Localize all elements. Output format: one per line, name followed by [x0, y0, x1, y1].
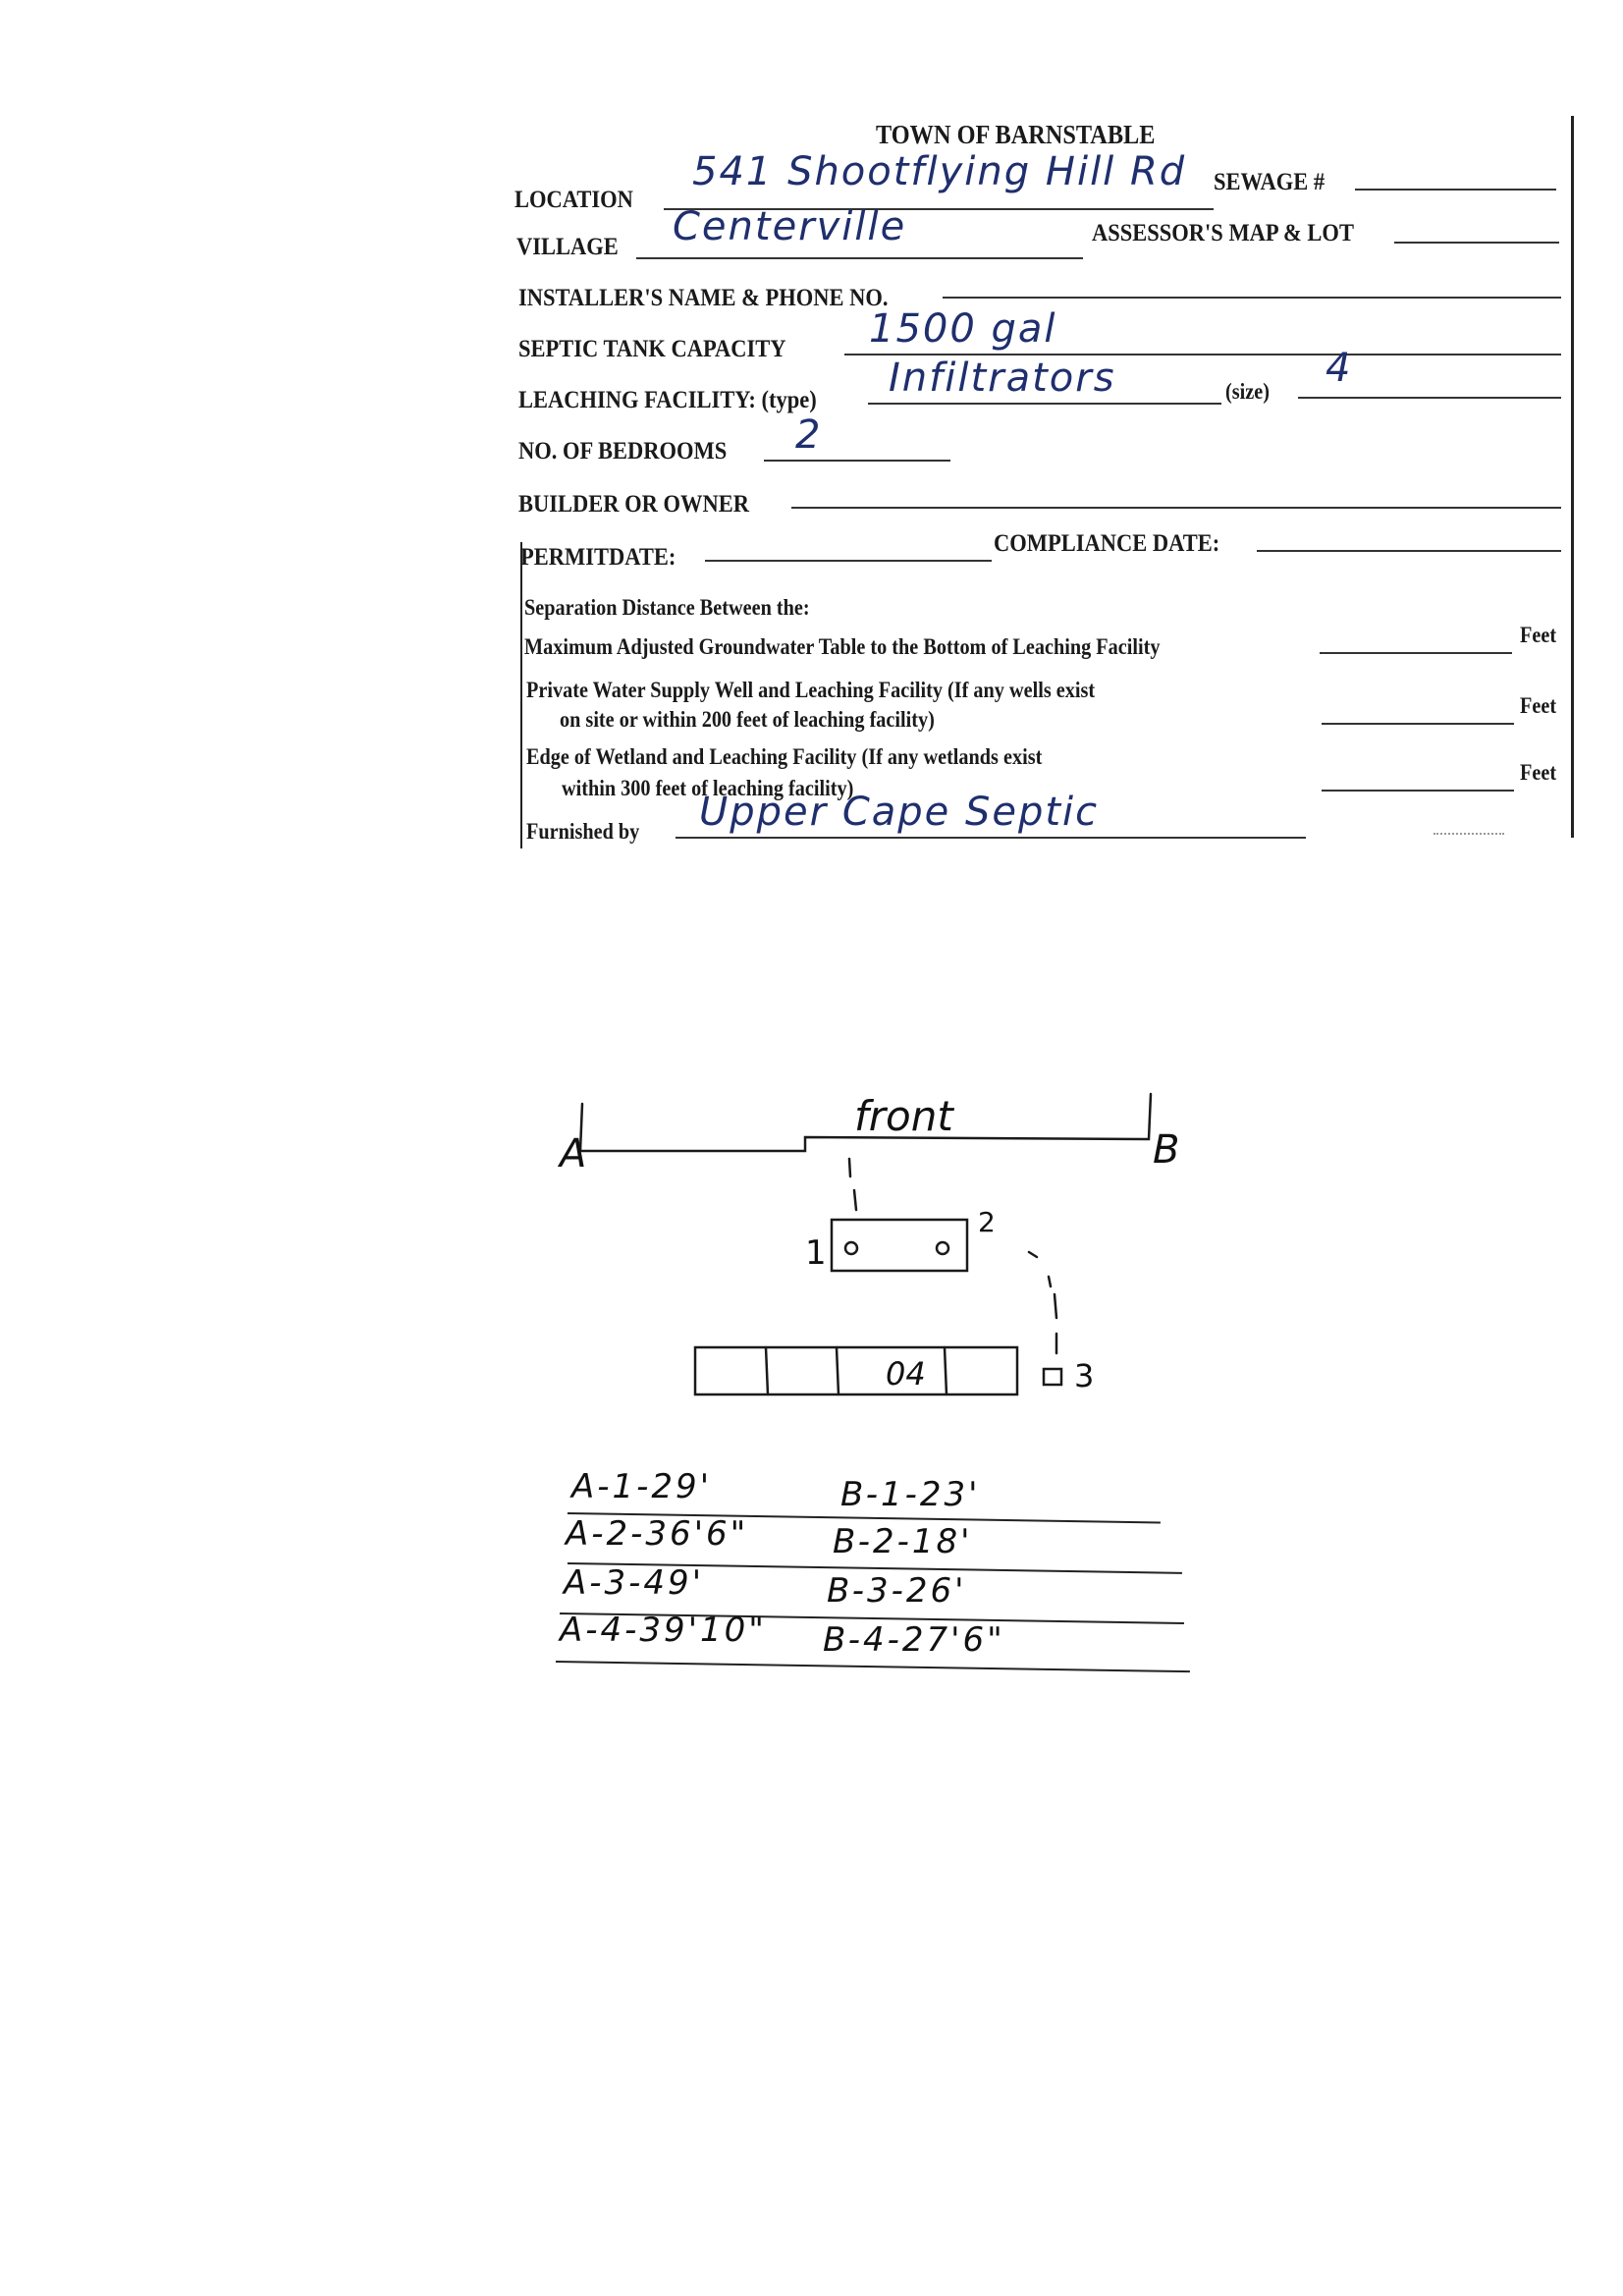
septic-tank-value: 1500 gal — [869, 306, 1057, 352]
measurement-a-3: A-3-49' — [564, 1563, 705, 1603]
leaching-facility-label: LEACHING FACILITY: (type) — [518, 387, 817, 413]
compliance-date-label: COMPLIANCE DATE: — [994, 530, 1220, 557]
measurement-b-1: B-1-23' — [840, 1475, 981, 1514]
location-value: 541 Shootflying Hill Rd — [692, 149, 1187, 194]
marker-2-label: 2 — [978, 1206, 996, 1238]
sewage-label: SEWAGE # — [1214, 169, 1325, 195]
tank-cell-label: 04 — [886, 1355, 926, 1393]
pipe-dash-2 — [1049, 1277, 1051, 1286]
leaching-divider-2 — [837, 1347, 839, 1394]
marker-3-label: 3 — [1074, 1357, 1095, 1394]
form-title: TOWN OF BARNSTABLE — [876, 120, 1156, 149]
point-a-label: A — [560, 1131, 587, 1176]
measurement-b-4: B-4-27'6" — [823, 1620, 1005, 1660]
septic-tank-label: SEPTIC TANK CAPACITY — [518, 336, 786, 362]
measurement-b-2: B-2-18' — [833, 1522, 973, 1561]
separation-wetland-line1: Edge of Wetland and Leaching Facility (If any wetlands exist — [526, 744, 1043, 769]
well-feet-unit: Feet — [1520, 693, 1557, 718]
pipe-dash-3 — [1055, 1294, 1056, 1318]
furnished-by-value: Upper Cape Septic — [699, 790, 1100, 835]
location-label: LOCATION — [514, 187, 633, 213]
groundwater-feet-unit: Feet — [1520, 623, 1557, 647]
leaching-field-box — [695, 1347, 1017, 1394]
furnished-by-label: Furnished by — [526, 819, 640, 844]
connector-tick-1 — [849, 1159, 850, 1176]
leaching-facility-value: Infiltrators — [889, 355, 1116, 401]
builder-owner-label: BUILDER OR OWNER — [518, 491, 750, 518]
separation-heading: Separation Distance Between the: — [524, 595, 810, 620]
separation-groundwater: Maximum Adjusted Groundwater Table to the Bottom of Leaching Facility — [524, 634, 1161, 659]
point-b-label: B — [1153, 1127, 1180, 1173]
size-label: (size) — [1225, 379, 1270, 404]
separation-well-line1: Private Water Supply Well and Leaching Facility (If any wells exist — [526, 678, 1096, 702]
size-value: 4 — [1325, 346, 1353, 391]
village-value: Centerville — [673, 204, 907, 249]
leaching-divider-1 — [766, 1347, 768, 1394]
measurement-a-1: A-1-29' — [571, 1467, 713, 1506]
separation-well-line2: on site or within 200 feet of leaching facility) — [560, 707, 935, 732]
front-label: front — [854, 1092, 953, 1140]
tank-inlet-circle — [845, 1242, 857, 1254]
measurement-a-2: A-2-36'6" — [566, 1514, 749, 1554]
leaching-divider-3 — [945, 1347, 947, 1394]
pipe-dash-1 — [1029, 1252, 1037, 1257]
marker-1-label: 1 — [805, 1233, 827, 1273]
measurement-a-4: A-4-39'10" — [560, 1611, 767, 1650]
assessor-label: ASSESSOR'S MAP & LOT — [1092, 220, 1354, 246]
bedrooms-value: 2 — [795, 412, 823, 458]
installer-label: INSTALLER'S NAME & PHONE NO. — [518, 285, 889, 311]
connector-tick-2 — [854, 1190, 856, 1210]
permit-date-label: PERMITDATE: — [520, 544, 676, 571]
tank-outlet-circle — [937, 1242, 948, 1254]
separation-wetland-line2: within 300 feet of leaching facility) — [562, 776, 854, 800]
bedrooms-label: NO. OF BEDROOMS — [518, 438, 728, 465]
village-label: VILLAGE — [516, 234, 619, 260]
distribution-box — [1044, 1369, 1061, 1385]
measurement-b-3: B-3-26' — [827, 1571, 967, 1611]
wetland-feet-unit: Feet — [1520, 760, 1557, 785]
